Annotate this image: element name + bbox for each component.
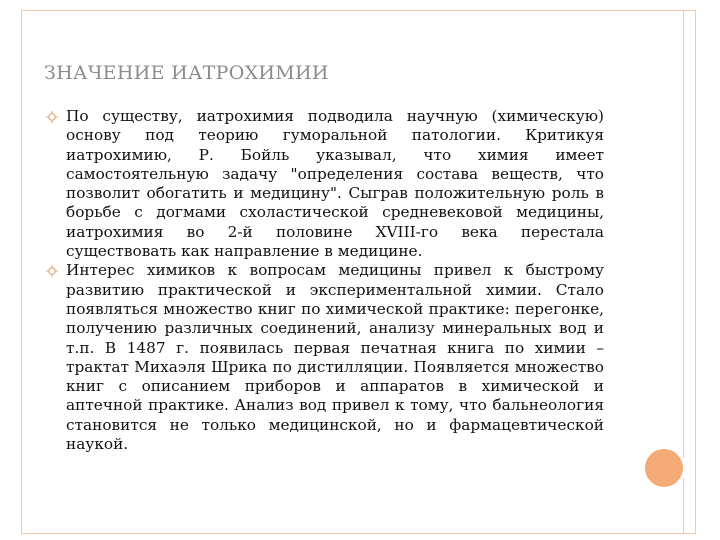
sun-bullet-icon <box>46 111 58 123</box>
decorative-circle <box>642 446 686 490</box>
bullet-list <box>44 107 604 454</box>
bullet-item <box>44 261 604 454</box>
slide-title: ЗНАЧЕНИЕ ИАТРОХИМИИ <box>44 62 329 84</box>
bullet-text: По существу, иатрохимия подводила научную (химическую) основу под теорию гуморальной патологии. Критикуя иатрохимию, Р. Бойль указывал, что химия имеет самостоятельную задачу "определения состава веществ, что позволит обогатить и медицину". Сыграв положительную роль в борьбе с догмами схоластической средневековой медицины, иатрохимия во 2-й половине XVIII-го века перестала существовать как направление в медицине. <box>66 107 604 261</box>
bullet-item <box>44 107 604 261</box>
bullet-text: Интерес химиков к вопросам медицины привел к быстрому развитию практической и экспериментальной химии. Стало появляться множество книг по химической практике: перегонке, получению различных соединений, анализу минеральных вод и т.п. В 1487 г. появилась первая печатная книга по химии – трактат Михаэля Шрика по дистилляции. Появляется множество книг с описанием приборов и аппаратов в химической и аптечной практике. Анализ вод привел к тому, что бальнеология становится не только медицинской, но и фармацевтической наукой. <box>66 261 604 454</box>
sun-bullet-icon <box>46 265 58 277</box>
slide-frame-rule <box>683 10 684 534</box>
